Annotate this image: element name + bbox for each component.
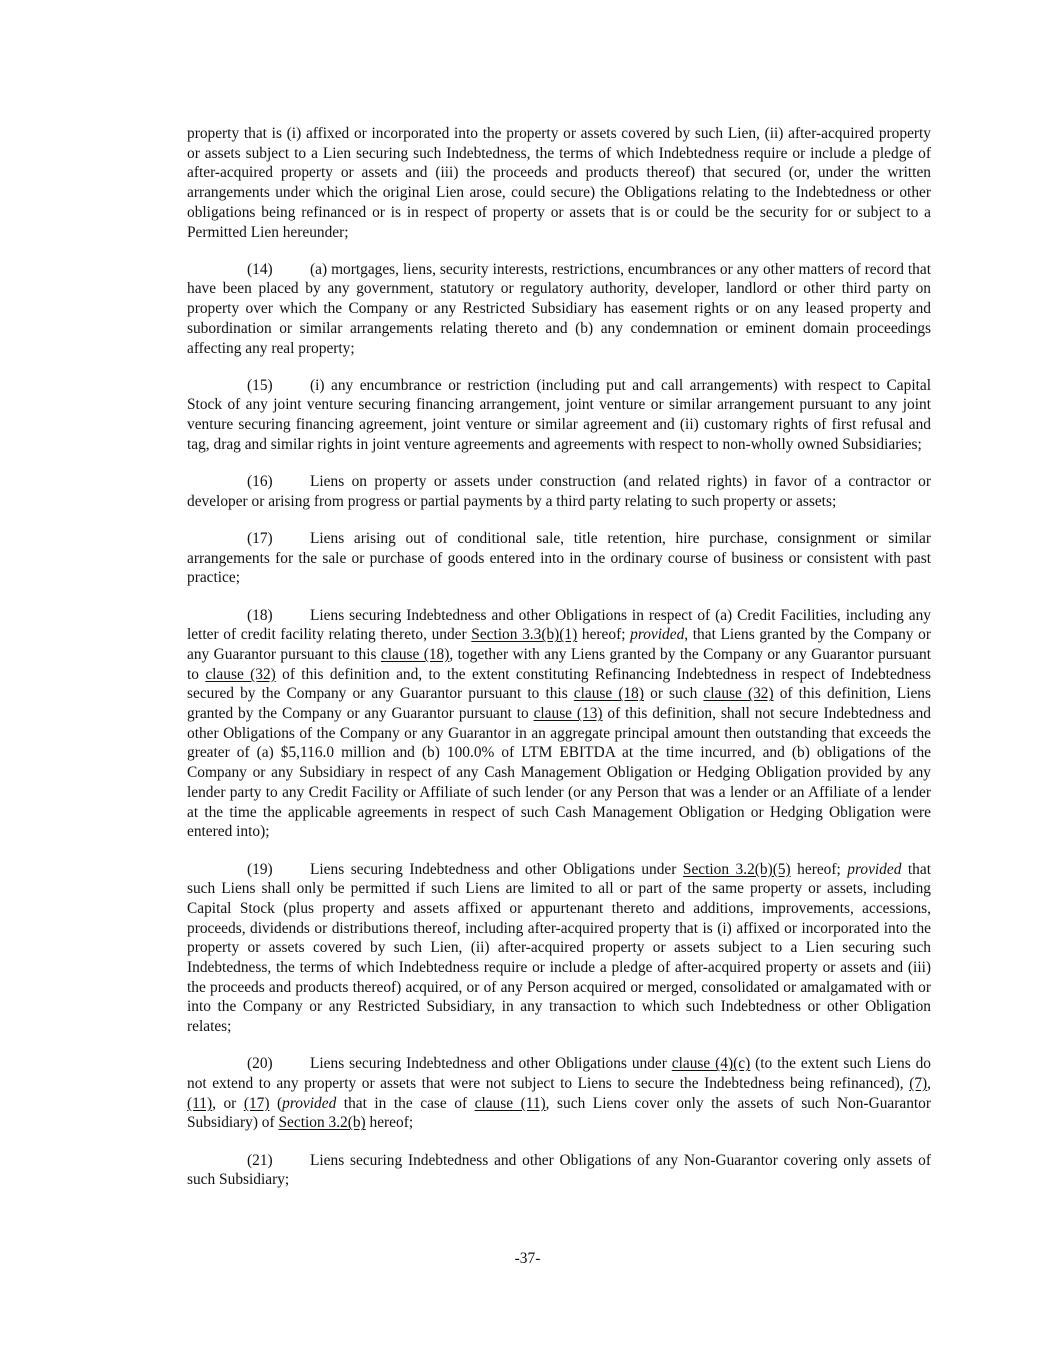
cross-reference-link[interactable]: clause (18) xyxy=(573,685,645,703)
clause-14 xyxy=(187,260,931,359)
clause-text: hereof; xyxy=(365,1114,414,1132)
clause-text: , xyxy=(927,1075,931,1093)
clause-text: that in the case of xyxy=(336,1094,475,1112)
cross-reference-link[interactable]: (11) xyxy=(187,1094,213,1112)
cross-reference-link[interactable]: clause (4)(c) xyxy=(671,1055,751,1073)
clause-number: (14) xyxy=(247,260,273,278)
clause-17 xyxy=(187,529,931,588)
clause-19 xyxy=(187,860,931,1037)
intro-paragraph: property that is (i) affixed or incorporated into the property or assets covered by such Lien, (ii) after-acquired property or assets subject to a Lien securing such Indebtedness, the terms of which Indebtedness require or include a pledge of after-acquired property or assets and (iii) the proceeds and products thereof) that secured (or, under the written arrangements under which the original Lien arose, could secure) the Obligations relating to the Indebtedness or other obligations being refinanced or is in respect of property or assets that is or could be the security for or subject to a Permitted Lien hereunder; xyxy=(187,125,931,241)
cross-reference-link[interactable]: (7) xyxy=(909,1075,928,1093)
clause-text: Liens on property or assets under construction (and related rights) in favor of a contractor or developer or arising from progress or partial payments by a third party relating to such property or assets; xyxy=(187,473,931,510)
clause-text: hereof; xyxy=(577,626,631,644)
cross-reference-link[interactable]: clause (13) xyxy=(533,705,603,723)
document-page xyxy=(187,124,931,1208)
clause-number: (18) xyxy=(247,606,273,624)
page-number: -37- xyxy=(514,1250,541,1267)
cross-reference-link[interactable]: clause (32) xyxy=(703,685,774,703)
clause-text: or such xyxy=(644,685,704,703)
clause-21 xyxy=(187,1151,931,1190)
cross-reference-link[interactable]: clause (11) xyxy=(474,1094,546,1112)
clause-text: hereof; xyxy=(790,860,848,878)
cross-reference-link[interactable]: clause (32) xyxy=(205,665,276,683)
clause-text: of this definition, Liens granted by the Company or any Guarantor pursuant to xyxy=(187,685,931,723)
clause-text: (to the extent such Liens do not extend to any property or assets that were not subject to Liens to secure the Indebtedness being refinanced), xyxy=(187,1055,931,1093)
clause-text: , together with any Liens granted by the Company or any Guarantor pursuant to xyxy=(187,645,931,683)
clause-18 xyxy=(187,606,931,842)
clause-number: (16) xyxy=(247,473,273,491)
clause-15 xyxy=(187,376,931,455)
clause-text: (i) any encumbrance or restriction (including put and call arrangements) with respect to Capital Stock of any joint venture securing financing arrangement, joint venture or similar arrangement pursuant to any joint venture securing financing agreement, joint venture or similar agreement and (ii) customary rights of first refusal and tag, drag and similar rights in joint venture agreements and agreements with respect to non-wholly owned Subsidiaries; xyxy=(187,376,931,453)
clause-number: (21) xyxy=(247,1151,273,1169)
cross-reference-link[interactable]: (17) xyxy=(243,1094,270,1112)
italic-term: provided xyxy=(282,1094,337,1112)
clause-text: Liens securing Indebtedness and other Obligations of any Non-Guarantor covering only assets of such Subsidiary; xyxy=(187,1151,931,1189)
clause-number: (19) xyxy=(247,860,273,878)
clause-text: of this definition, shall not secure Indebtedness and other Obligations of the Company or any Guarantor in an aggregate principal amount then outstanding that exceeds the greater of (a) $5,116.0 million and (b) 100.0% of LTM EBITDA at the time incurred, and (b) obligations of the Company or any Subsidiary in respect of any Cash Management Obligation or Hedging Obligation provided by any lender party to any Credit Facility or Affiliate of such lender (or any Person that was a lender or an Affiliate of a lender at the time the applicable agreements in respect of such Cash Management Obligation or Hedging Obligation were entered into); xyxy=(187,705,931,841)
clause-text: Liens arising out of conditional sale, title retention, hire purchase, consignment or similar arrangements for the sale or purchase of goods entered into in the ordinary course of business or consistent with past practice; xyxy=(187,529,931,587)
cross-reference-link[interactable]: clause (18) xyxy=(380,645,450,663)
clause-text: that such Liens shall only be permitted if such Liens are limited to all or part of the same property or assets, including Capital Stock (plus property and assets affixed or appurtenant thereto and additions, improvements, accessions, proceeds, dividends or distributions thereof, including after-acquired property that is (i) affixed or incorporated into the property or assets covered by such Lien, (ii) after-acquired property or assets subject to a Lien securing such Indebtedness, the terms of which Indebtedness require or include a pledge of after-acquired property or assets and (iii) the proceeds and products thereof) acquired, or of any Person acquired or merged, consolidated or amalgamated with or into the Company or any Restricted Subsidiary, in any transaction to which such Indebtedness or other Obligation relates; xyxy=(187,860,931,1036)
cross-reference-link[interactable]: Section 3.2(b)(5) xyxy=(682,860,791,878)
clause-text: Liens securing Indebtedness and other Obligations in respect of (a) Credit Facilities, including any letter of credit facility relating thereto, under xyxy=(187,606,931,644)
clause-text: , that Liens granted by the Company or any Guarantor pursuant to this xyxy=(187,626,931,663)
clause-text: , or xyxy=(212,1094,244,1112)
cross-reference-link[interactable]: Section 3.3(b)(1) xyxy=(471,626,578,644)
italic-term: provided xyxy=(630,626,685,644)
clause-text: Liens securing Indebtedness and other Obligations under xyxy=(310,860,683,878)
clause-text: (a) mortgages, liens, security interests, restrictions, encumbrances or any other matters of record that have been placed by any government, statutory or regulatory authority, developer, landlord or other third party on property over which the Company or any Restricted Subsidiary has easement rights or on any leased property and subordination or similar arrangements relating thereto and (b) any condemnation or eminent domain proceedings affecting any real property; xyxy=(187,260,931,357)
clause-text: Liens securing Indebtedness and other Obligations under xyxy=(310,1055,672,1073)
clause-number: (15) xyxy=(247,376,273,394)
clause-number: (20) xyxy=(247,1055,273,1073)
clause-text: , such Liens cover only the assets of such Non-Guarantor Subsidiary) of xyxy=(187,1094,931,1132)
clause-text: of this definition and, to the extent constituting Refinancing Indebtedness in respect of Indebtedness secured by the Company or any Guarantor pursuant to this xyxy=(187,665,931,703)
clause-16 xyxy=(187,472,931,511)
clause-20 xyxy=(187,1054,931,1133)
clause-text: ( xyxy=(269,1094,283,1112)
italic-term: provided xyxy=(847,860,902,878)
clause-number: (17) xyxy=(247,529,273,547)
cross-reference-link[interactable]: Section 3.2(b) xyxy=(278,1114,366,1132)
